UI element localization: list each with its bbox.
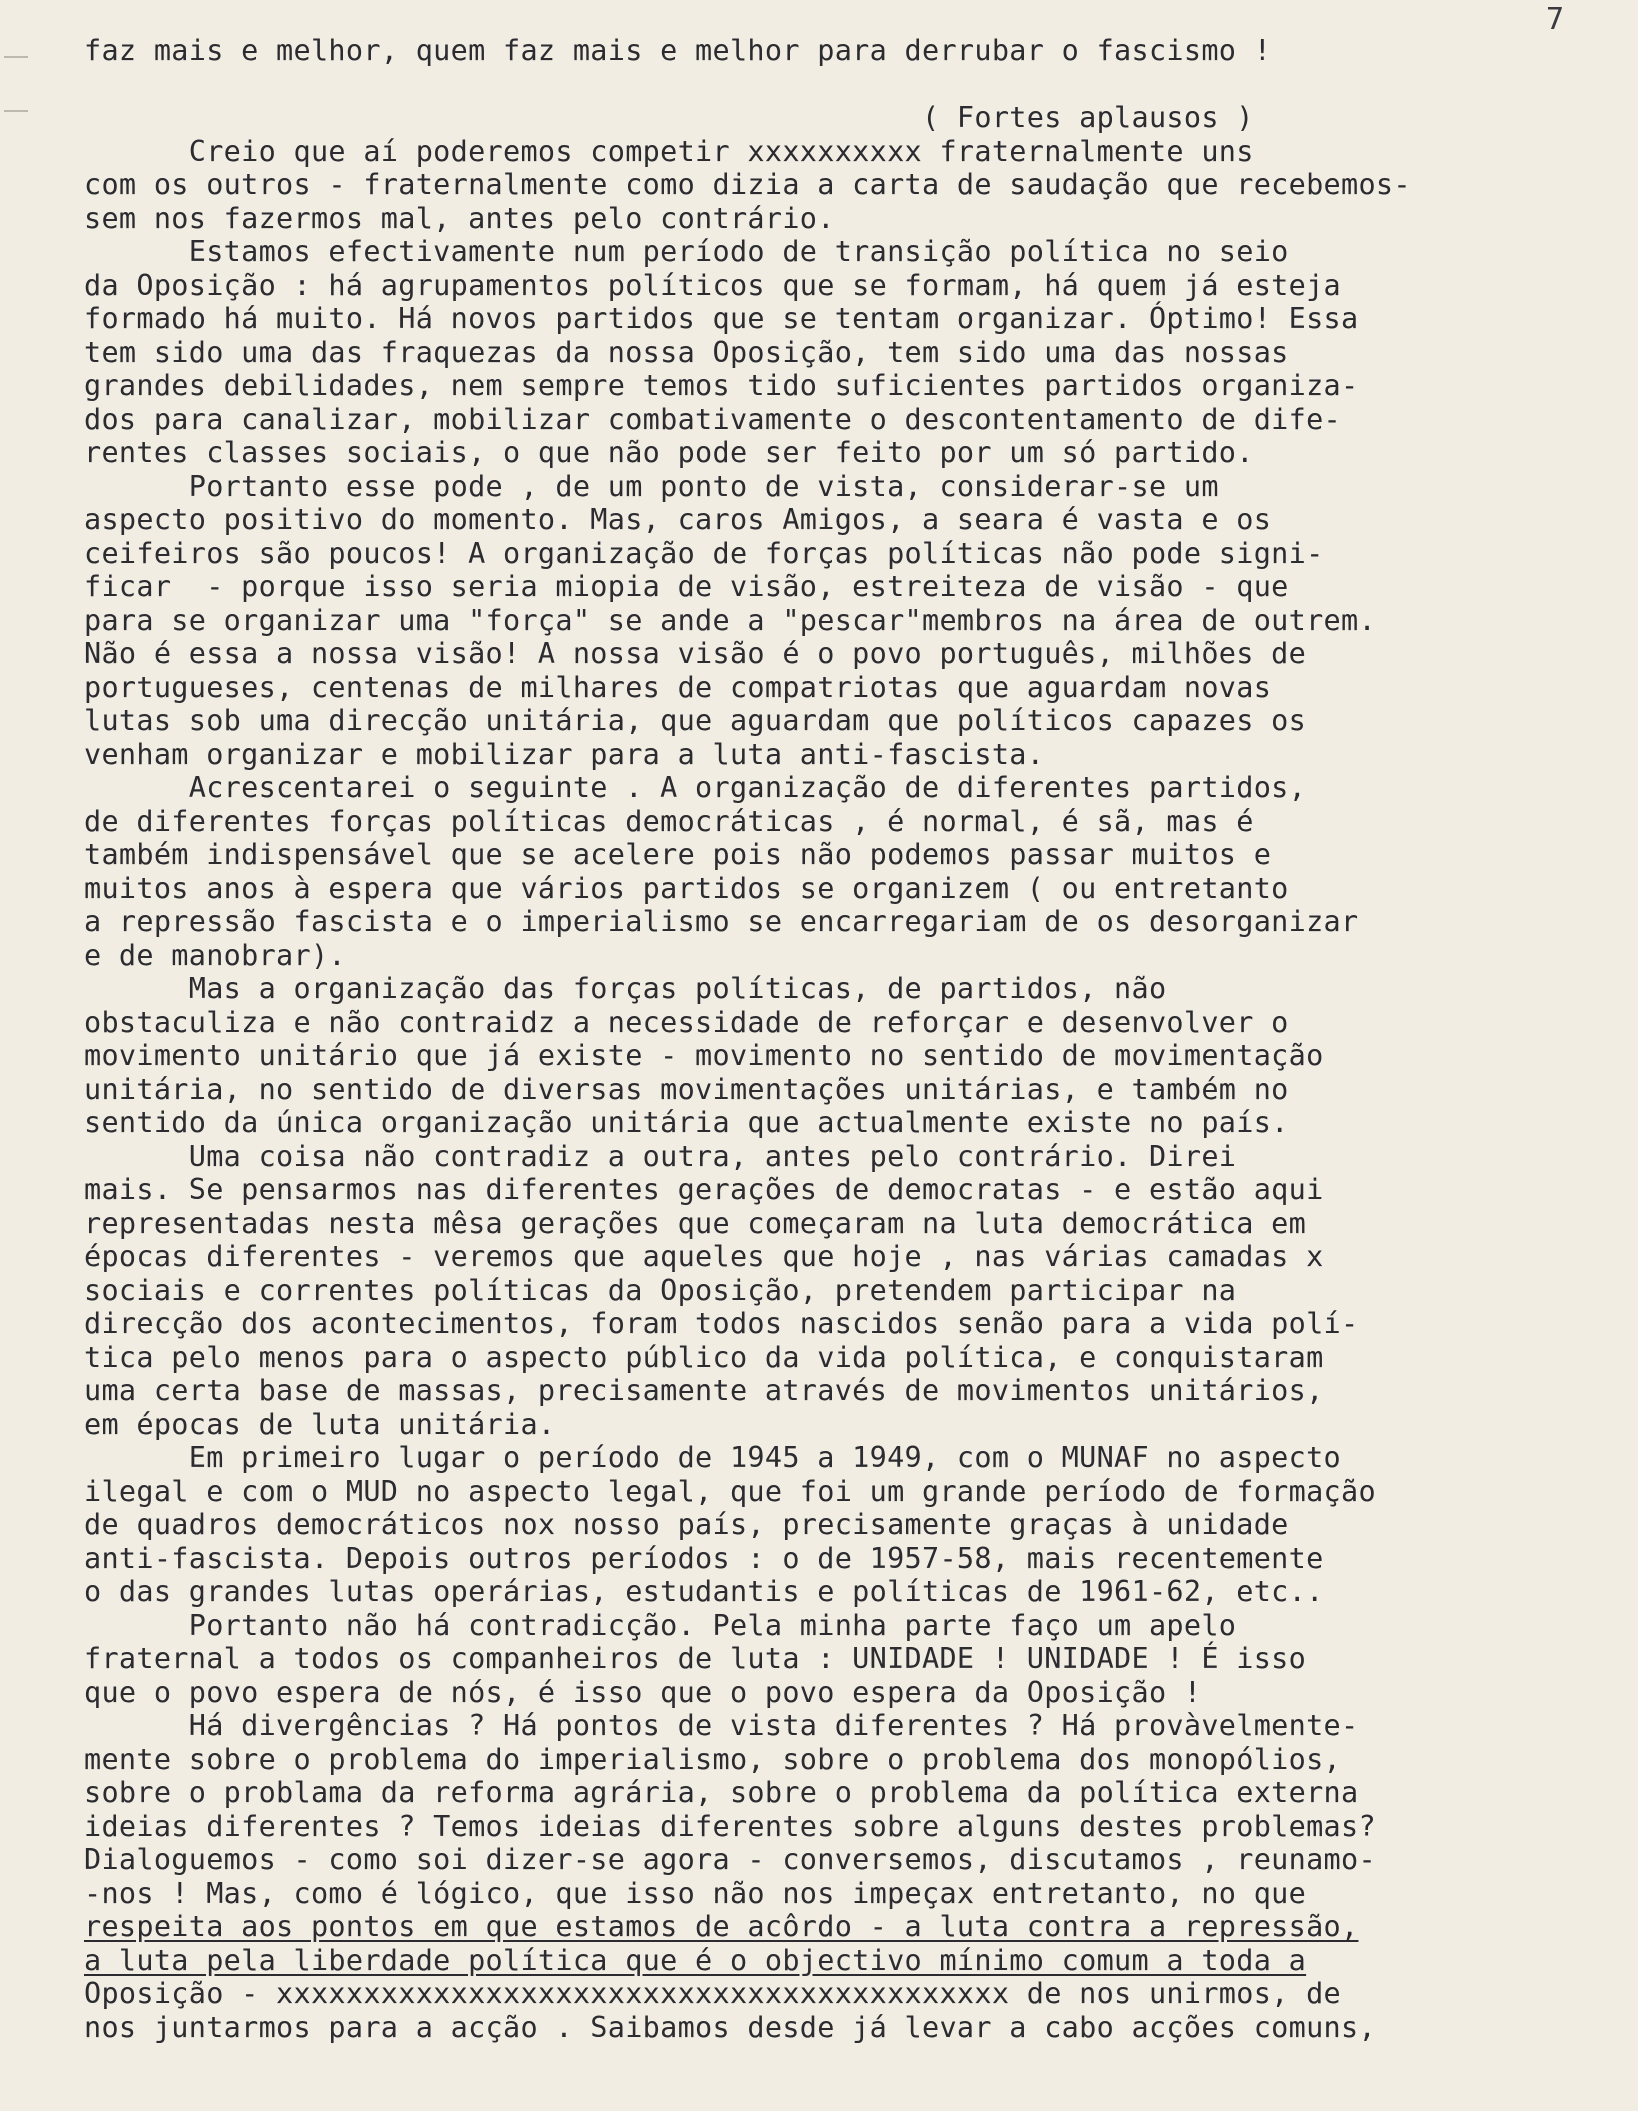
- text-line: lutas sob uma direcção unitária, que aguardam que políticos capazes os: [84, 704, 1307, 737]
- text-line: mente sobre o problema do imperialismo, sobre o problema dos monopólios,: [84, 1742, 1342, 1776]
- text-line: de diferentes forças políticas democráticas , é normal, é sã, mas é: [84, 804, 1254, 838]
- text-line: Acrescentarei o seguinte . A organização de diferentes partidos,: [84, 771, 1307, 804]
- text-line: Em primeiro lugar o período de 1945 a 1949, com o MUNAF no aspecto: [84, 1441, 1342, 1474]
- text-line: de quadros democráticos nox nosso país, precisamente graças à unidade: [84, 1508, 1289, 1541]
- text-line: -nos ! Mas, como é lógico, que isso não nos impeçax entretanto, no que: [84, 1876, 1307, 1910]
- text-line: muitos anos à espera que vários partidos se organizem ( ou entretanto: [84, 871, 1289, 905]
- text-line: aspecto positivo do momento. Mas, caros Amigos, a seara é vasta e os: [84, 503, 1272, 536]
- text-line: respeita aos pontos em que estamos de acôrdo - a luta contra a repressão,: [84, 1910, 1359, 1943]
- text-line: Não é essa a nossa visão! A nossa visão é o povo português, milhões de: [84, 637, 1307, 670]
- text-line: formado há muito. Há novos partidos que se tentam organizar. Óptimo! Essa: [84, 302, 1359, 335]
- text-line: grandes debilidades, nem sempre temos tido suficientes partidos organiza-: [84, 369, 1359, 402]
- text-line: sem nos fazermos mal, antes pelo contrário.: [84, 201, 835, 235]
- text-line: uma certa base de massas, precisamente através de movimentos unitários,: [84, 1374, 1324, 1407]
- text-line: épocas diferentes - veremos que aqueles que hoje , nas várias camadas x: [84, 1240, 1324, 1273]
- text-line: fraternal a todos os companheiros de luta : UNIDADE ! UNIDADE ! É isso: [84, 1642, 1307, 1675]
- text-line: Portanto não há contradicção. Pela minha parte faço um apelo: [84, 1608, 1237, 1642]
- text-line: sentido da única organização unitária que actualmente existe no país.: [84, 1106, 1289, 1139]
- text-line: Mas a organização das forças políticas, de partidos, não: [84, 972, 1167, 1005]
- text-line: tica pelo menos para o aspecto público da vida política, e conquistaram: [84, 1340, 1324, 1374]
- document-body: [84, 34, 1609, 2044]
- text-line: unitária, no sentido de diversas movimentações unitárias, e também no: [84, 1072, 1289, 1106]
- margin-mark: [4, 56, 28, 58]
- page-number: 7: [1546, 2, 1565, 37]
- text-line: Creio que aí poderemos competir xxxxxxxxxx fraternalmente uns: [84, 134, 1254, 168]
- text-line: o das grandes lutas operárias, estudantis e políticas de 1961-62, etc..: [84, 1575, 1324, 1608]
- text-line: direcção dos acontecimentos, foram todos nascidos senão para a vida polí-: [84, 1307, 1359, 1340]
- text-line: e de manobrar).: [84, 938, 346, 972]
- text-line: sociais e correntes políticas da Oposição, pretendem participar na: [84, 1273, 1237, 1307]
- text-line: mais. Se pensarmos nas diferentes gerações de democratas - e estão aqui: [84, 1173, 1324, 1206]
- text-line: ficar - porque isso seria miopia de visão, estreiteza de visão - que: [84, 570, 1289, 603]
- text-line: dos para canalizar, mobilizar combativamente o descontentamento de dife-: [84, 402, 1342, 436]
- margin-mark: [4, 110, 28, 112]
- text-line: venham organizar e mobilizar para a luta anti-fascista.: [84, 737, 1045, 771]
- text-line: em épocas de luta unitária.: [84, 1407, 556, 1441]
- text-line: a repressão fascista e o imperialismo se encarregariam de os desorganizar: [84, 905, 1359, 938]
- text-line: Portanto esse pode , de um ponto de vista, considerar-se um: [84, 469, 1219, 503]
- text-line: obstaculiza e não contraidz a necessidade de reforçar e desenvolver o: [84, 1005, 1289, 1039]
- text-line: ( Fortes aplausos ): [84, 101, 1254, 134]
- text-line: sobre o problama da reforma agrária, sobre o problema da política externa: [84, 1776, 1359, 1809]
- text-line: a luta pela liberdade política que é o objectivo mínimo comum a toda a: [84, 1943, 1307, 1977]
- text-line: faz mais e melhor, quem faz mais e melhor para derrubar o fascismo !: [84, 34, 1272, 67]
- text-line: com os outros - fraternalmente como dizia a carta de saudação que recebemos-: [84, 168, 1411, 201]
- text-line: anti-fascista. Depois outros períodos : o de 1957-58, mais recentemente: [84, 1541, 1324, 1575]
- text-line: Há divergências ? Há pontos de vista diferentes ? Há provàvelmente-: [84, 1709, 1359, 1742]
- text-line: ideias diferentes ? Temos ideias diferentes sobre alguns destes problemas?: [84, 1809, 1376, 1843]
- text-line: nos juntarmos para a acção . Saibamos desde já levar a cabo acções comuns,: [84, 2010, 1376, 2044]
- text-line: da Oposição : há agrupamentos políticos que se formam, há quem já esteja: [84, 268, 1342, 302]
- text-line: Oposição - xxxxxxxxxxxxxxxxxxxxxxxxxxxxxxxxxxxxxxxxxx de nos unirmos, de: [84, 1977, 1342, 2010]
- text-line: para se organizar uma "força" se ande a "pescar"membros na área de outrem.: [84, 603, 1376, 637]
- text-line: Estamos efectivamente num período de transição política no seio: [84, 235, 1289, 268]
- text-line: ilegal e com o MUD no aspecto legal, que foi um grande período de formação: [84, 1474, 1376, 1508]
- text-line: também indispensável que se acelere pois não podemos passar muitos e: [84, 838, 1272, 871]
- text-line: representadas nesta mêsa gerações que começaram na luta democrática em: [84, 1206, 1307, 1240]
- text-line: tem sido uma das fraquezas da nossa Oposição, tem sido uma das nossas: [84, 335, 1289, 369]
- text-line: ceifeiros são poucos! A organização de forças políticas não pode signi-: [84, 536, 1324, 570]
- text-line: rentes classes sociais, o que não pode ser feito por um só partido.: [84, 436, 1254, 469]
- text-line: Dialoguemos - como soi dizer-se agora - conversemos, discutamos , reunamo-: [84, 1843, 1376, 1876]
- text-line: Uma coisa não contradiz a outra, antes pelo contrário. Direi: [84, 1139, 1237, 1173]
- text-line: movimento unitário que já existe - movimento no sentido de movimentação: [84, 1039, 1324, 1072]
- text-line: portugueses, centenas de milhares de compatriotas que aguardam novas: [84, 670, 1272, 704]
- text-line: que o povo espera de nós, é isso que o povo espera da Oposição !: [84, 1675, 1202, 1709]
